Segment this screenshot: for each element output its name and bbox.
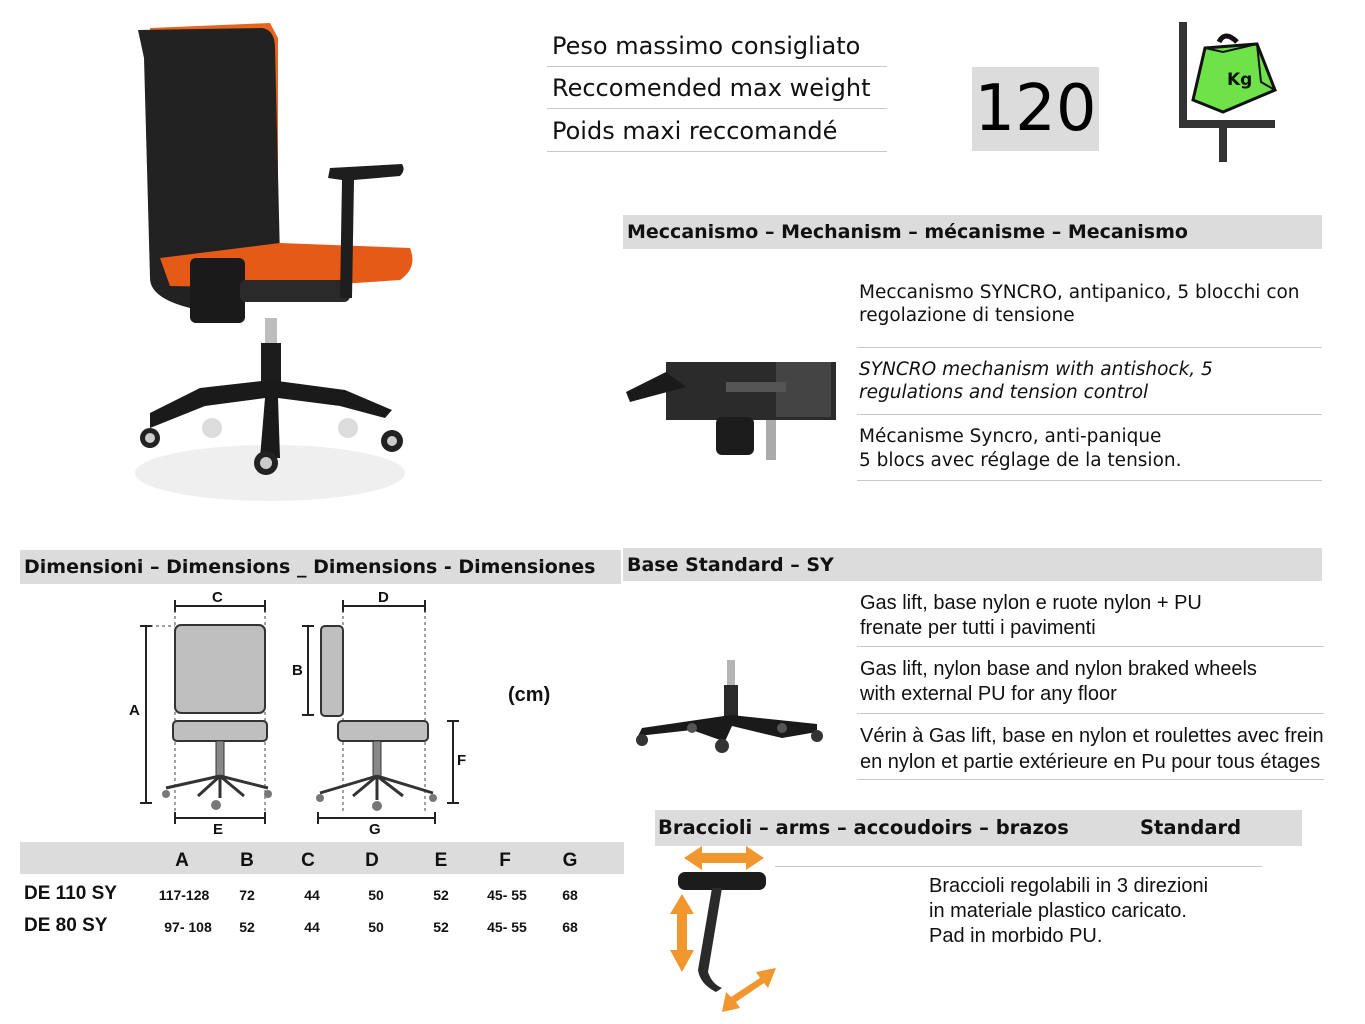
column-header-a: A <box>175 850 189 871</box>
divider <box>547 151 887 152</box>
diagram-label-e: E <box>213 821 224 838</box>
armrest-photo <box>660 842 780 1014</box>
cell-d: 50 <box>368 887 384 903</box>
column-header-g: G <box>562 850 578 871</box>
divider <box>857 646 1324 647</box>
max-weight-label-it: Peso massimo consigliato <box>552 32 861 60</box>
mechanism-it-line-2: regolazione di tensione <box>859 305 1075 326</box>
arms-title: Braccioli – arms – accoudoirs – brazos <box>658 816 1069 839</box>
base-en-line-2: with external PU for any floor <box>860 683 1117 705</box>
diagram-label-c: C <box>212 589 223 606</box>
weight-kg-icon <box>1175 20 1279 165</box>
kg-icon-label: Kg <box>1227 70 1253 90</box>
cell-b: 52 <box>239 919 255 935</box>
mechanism-fr-line-2: 5 blocs avec réglage de la tension. <box>859 450 1182 471</box>
arms-desc-line-2: in materiale plastico caricato. <box>929 900 1187 922</box>
arms-desc-line-1: Braccioli regolabili in 3 direzioni <box>929 875 1209 897</box>
cell-a: 117-128 <box>158 887 210 903</box>
divider <box>857 779 1324 780</box>
divider <box>775 866 1262 867</box>
column-header-f: F <box>499 850 511 871</box>
cell-g: 68 <box>562 887 578 903</box>
max-weight-label-fr: Poids maxi reccomandé <box>552 117 838 145</box>
base-it-line-1: Gas lift, base nylon e ruote nylon + PU <box>860 592 1202 614</box>
column-header-b: B <box>240 850 254 871</box>
cell-d: 50 <box>368 919 384 935</box>
cell-e: 52 <box>433 887 449 903</box>
mechanism-en-line-2: regulations and tension control <box>859 382 1149 403</box>
column-header-c: C <box>301 850 315 871</box>
base-fr-line-1: Vérin à Gas lift, base en nylon et roulettes avec frein <box>860 725 1324 747</box>
mechanism-en-line-1: SYNCRO mechanism with antishock, 5 <box>859 359 1213 380</box>
arms-desc-line-3: Pad in morbido PU. <box>929 925 1103 947</box>
cell-e: 52 <box>433 919 449 935</box>
base-it-line-2: frenate per tutti i pavimenti <box>860 617 1096 639</box>
cell-b: 72 <box>239 887 255 903</box>
arms-type: Standard <box>1140 816 1242 839</box>
diagram-label-g: G <box>369 821 381 838</box>
max-weight-value <box>972 67 1099 151</box>
cell-g: 68 <box>562 919 578 935</box>
row-label: DE 110 SY <box>24 883 117 904</box>
dimensions-header: Dimensioni – Dimensions _ Dimensions - Dimensiones <box>20 550 621 584</box>
base-photo <box>632 660 827 760</box>
column-header-d: D <box>365 850 379 871</box>
diagram-label-f: F <box>457 752 467 769</box>
column-header-e: E <box>434 850 448 871</box>
max-weight-number: 120 <box>974 72 1097 146</box>
divider <box>857 480 1322 481</box>
base-header: Base Standard – SY <box>623 548 1322 581</box>
max-weight-label-en: Reccomended max weight <box>552 74 871 102</box>
unit-label: (cm) <box>508 684 551 706</box>
base-fr-line-2: en nylon et partie extérieure en Pu pour tous étages <box>860 751 1321 773</box>
diagram-label-b: B <box>292 662 303 679</box>
row-label: DE 80 SY <box>24 915 108 936</box>
mechanism-header: Meccanismo – Mechanism – mécanisme – Mecanismo <box>623 215 1322 249</box>
cell-f: 45- 55 <box>487 919 527 935</box>
cell-a: 97- 108 <box>164 919 212 935</box>
arms-header <box>655 810 1302 846</box>
cell-c: 44 <box>304 887 320 903</box>
divider <box>547 66 887 67</box>
cell-f: 45- 55 <box>487 887 527 903</box>
diagram-label-d: D <box>378 589 389 606</box>
divider <box>857 713 1324 714</box>
divider <box>547 108 887 109</box>
divider <box>857 347 1322 348</box>
diagram-label-a: A <box>129 702 140 719</box>
mechanism-it-line-1: Meccanismo SYNCRO, antipanico, 5 blocchi con <box>859 282 1300 303</box>
chair-photo <box>130 18 430 508</box>
base-en-line-1: Gas lift, nylon base and nylon braked wheels <box>860 658 1257 680</box>
cell-c: 44 <box>304 919 320 935</box>
dimensions-diagram <box>128 588 473 838</box>
divider <box>857 414 1322 415</box>
mechanism-fr-line-1: Mécanisme Syncro, anti-panique <box>859 426 1162 447</box>
mechanism-photo <box>626 362 838 462</box>
